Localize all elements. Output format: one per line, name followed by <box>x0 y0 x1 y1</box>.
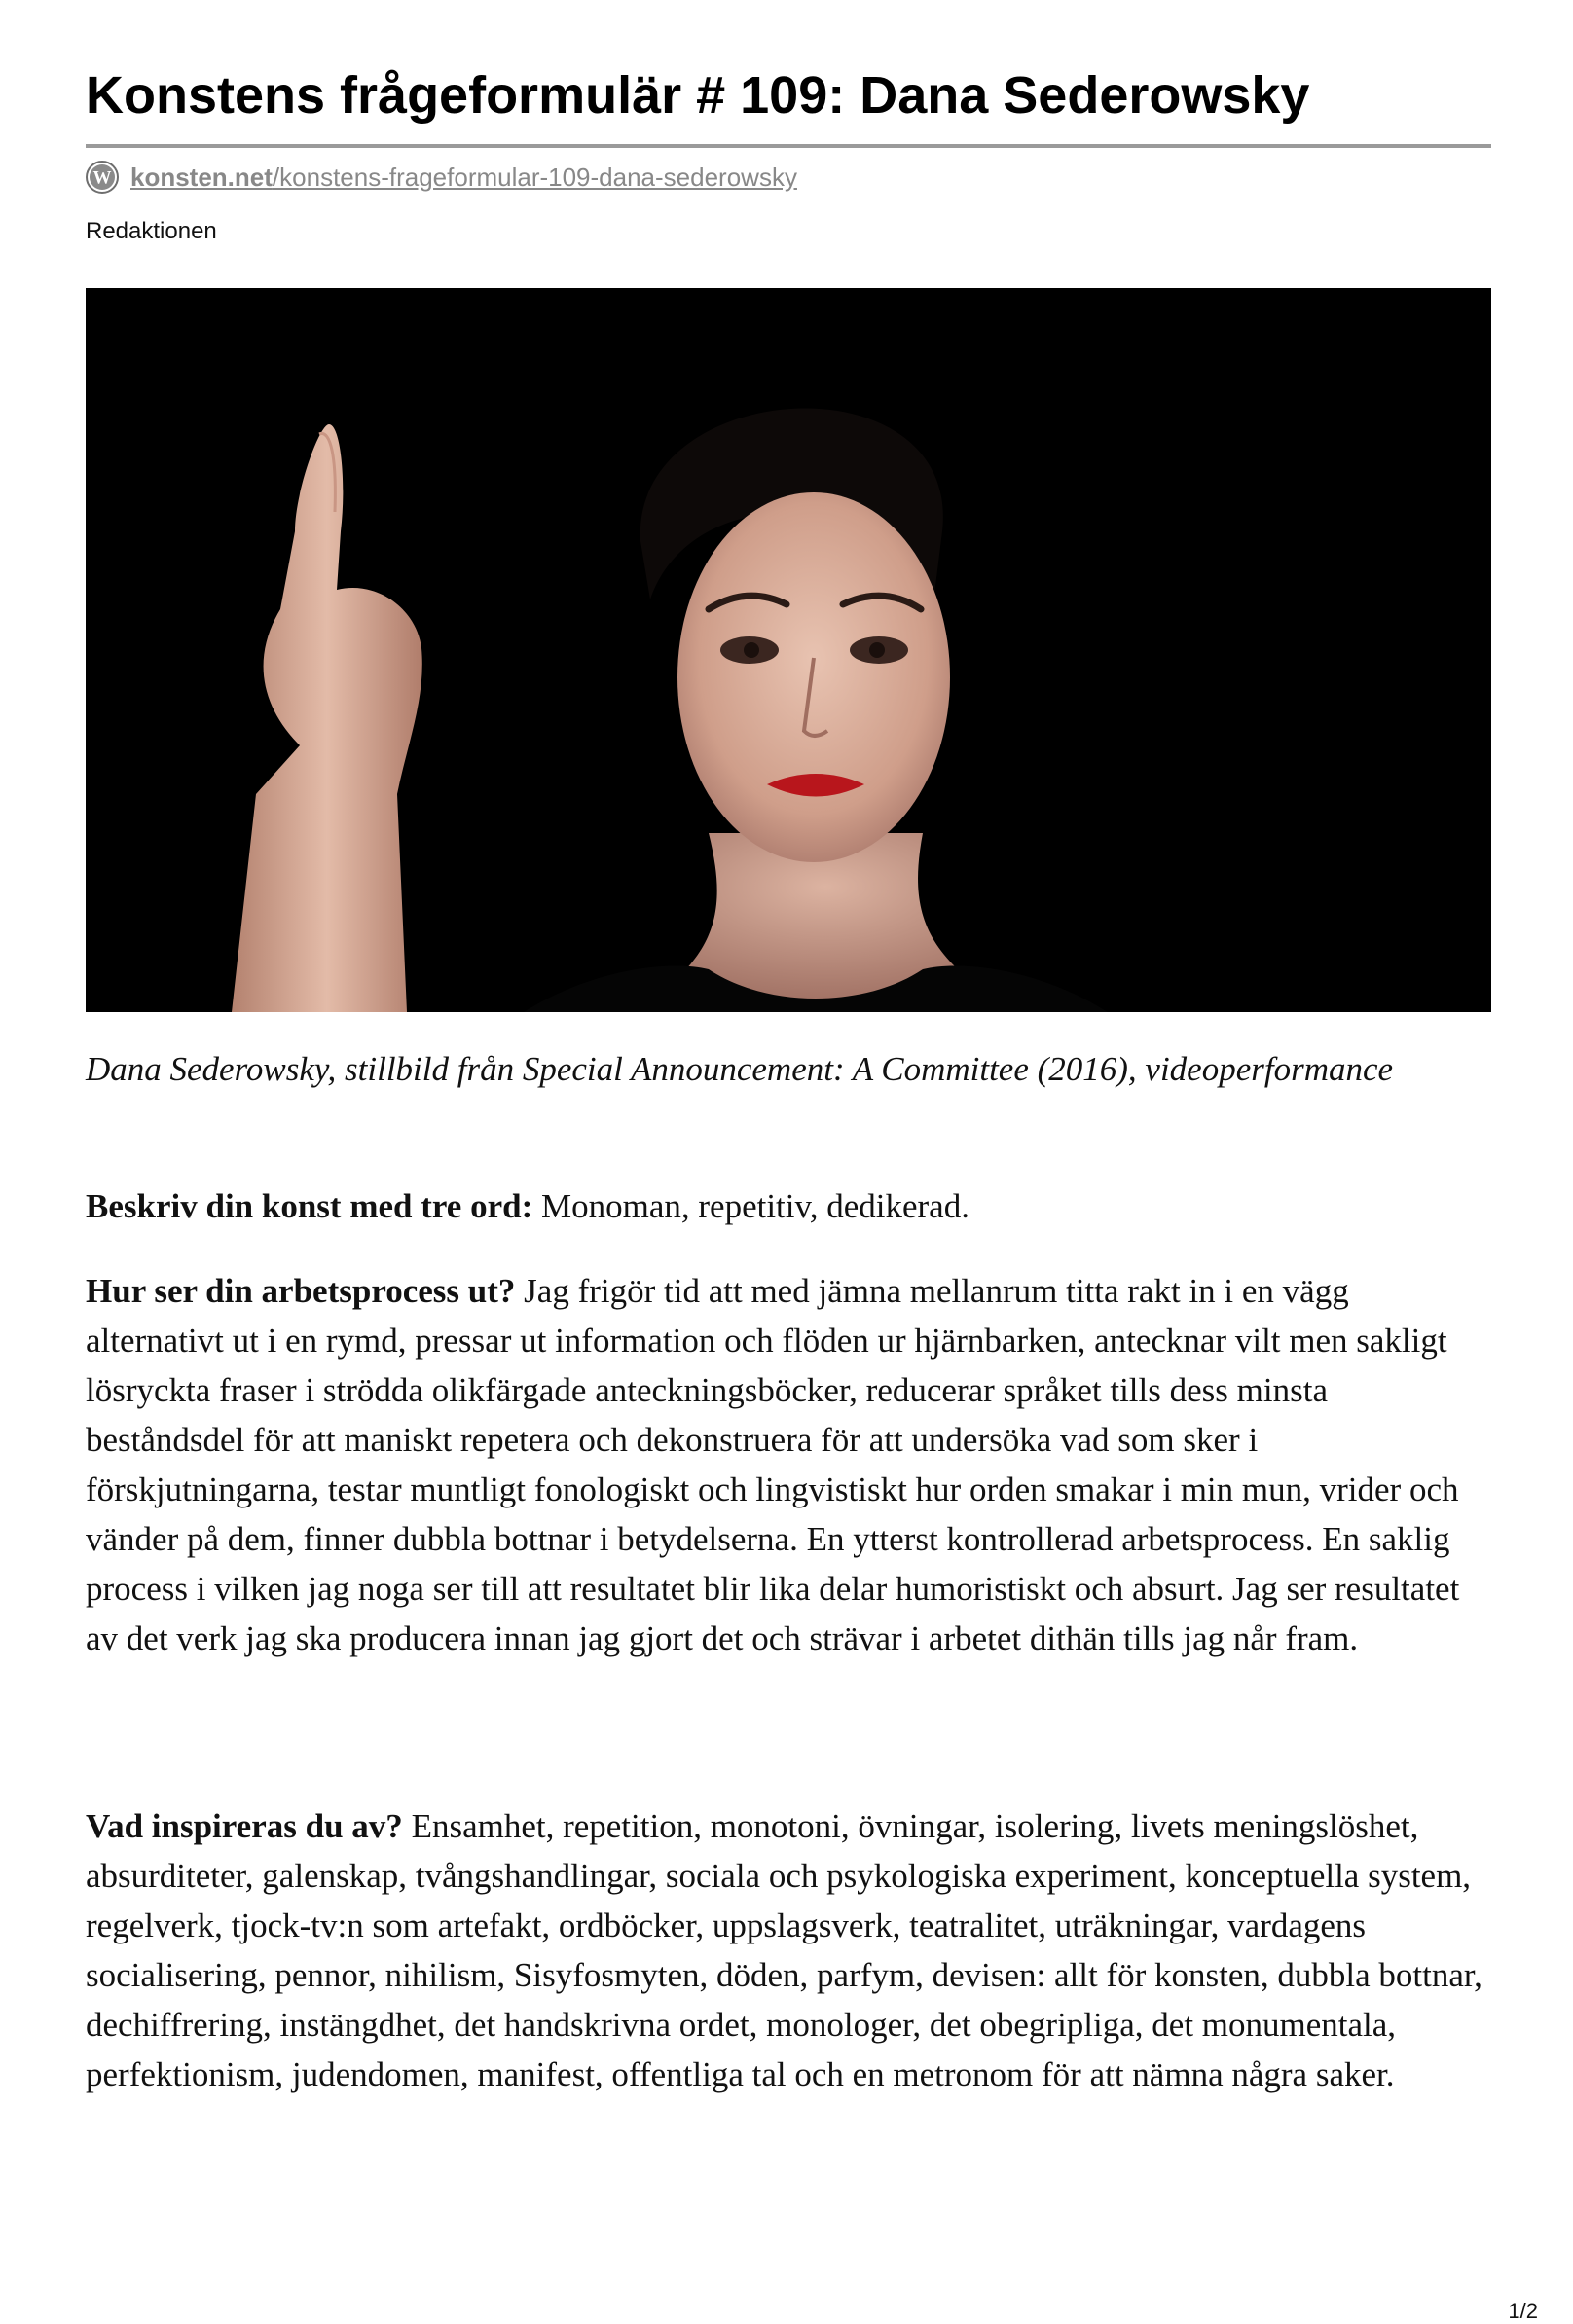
qa-answer: Monoman, repetitiv, dedikerad. <box>541 1187 969 1225</box>
portrait-photo <box>86 288 1491 1012</box>
page-number: 1/2 <box>1508 2299 1538 2323</box>
hero-image <box>86 288 1491 1012</box>
article-author: Redaktionen <box>86 218 217 244</box>
svg-text:W: W <box>92 167 112 189</box>
article-title: Konstens frågeformulär # 109: Dana Sederowsky <box>86 66 1310 125</box>
source-link[interactable] <box>130 163 797 193</box>
title-divider <box>86 144 1491 148</box>
image-caption: Dana Sederowsky, stillbild från Special Announcement: A Committee (2016), videoperformance <box>86 1050 1394 1088</box>
qa-question: Vad inspireras du av? <box>86 1807 403 1845</box>
source-domain: konsten.net <box>130 162 273 192</box>
qa-answer: Ensamhet, repetition, monotoni, övningar, isolering, livets meningslöshet, absurditeter, galenskap, tvångshandlingar, sociala och psykologiska experiment, konceptuella system, regelverk, tjock-tv:n som artefakt, ordböcker, uppslagsverk, teatralitet, uträkningar, vardagens socialisering, pennor, nihilism, Sisyfosmyten, döden, parfym, devisen: allt för konsten, dubbla bottnar, dechiffrering, instängdhet, det handskrivna ordet, monologer, det obegripliga, det monumentala, perfektionism, judendomen, manifest, offentliga tal och en metronom för att nämna några saker. <box>86 1807 1482 2093</box>
source-row <box>86 160 797 195</box>
wordpress-icon <box>86 161 119 194</box>
qa-question: Beskriv din konst med tre ord: <box>86 1187 533 1225</box>
qa-answer: Jag frigör tid att med jämna mellanrum titta rakt in i en vägg alternativt ut i en rymd, pressar ut information och flöden ur hjärnbarken, antecknar vilt men sakligt lösryckta fraser i strödda olikfärgade anteckningsböcker, reducerar språket tills dess minsta beståndsdel för att maniskt repetera och dekonstruera för att undersöka vad som sker i förskjutningarna, testar muntligt fonologiskt och lingvistiskt hur orden smakar i min mun, vrider och vänder på dem, finner dubbla bottnar i betydelserna. En ytterst kontrollerad arbetsprocess. En saklig process i vilken jag noga ser till att resultatet blir lika delar humoristiskt och absurt. Jag ser resultatet av det verk jag ska producera innan jag gjort det och strävar i arbetet dithän tills jag når fram. <box>86 1272 1460 1657</box>
qa-item <box>86 1181 1491 1231</box>
qa-item <box>86 1801 1491 2099</box>
qa-item <box>86 1266 1491 1663</box>
source-path: /konstens-frageformular-109-dana-sederowsky <box>272 162 797 192</box>
qa-question: Hur ser din arbetsprocess ut? <box>86 1272 516 1310</box>
